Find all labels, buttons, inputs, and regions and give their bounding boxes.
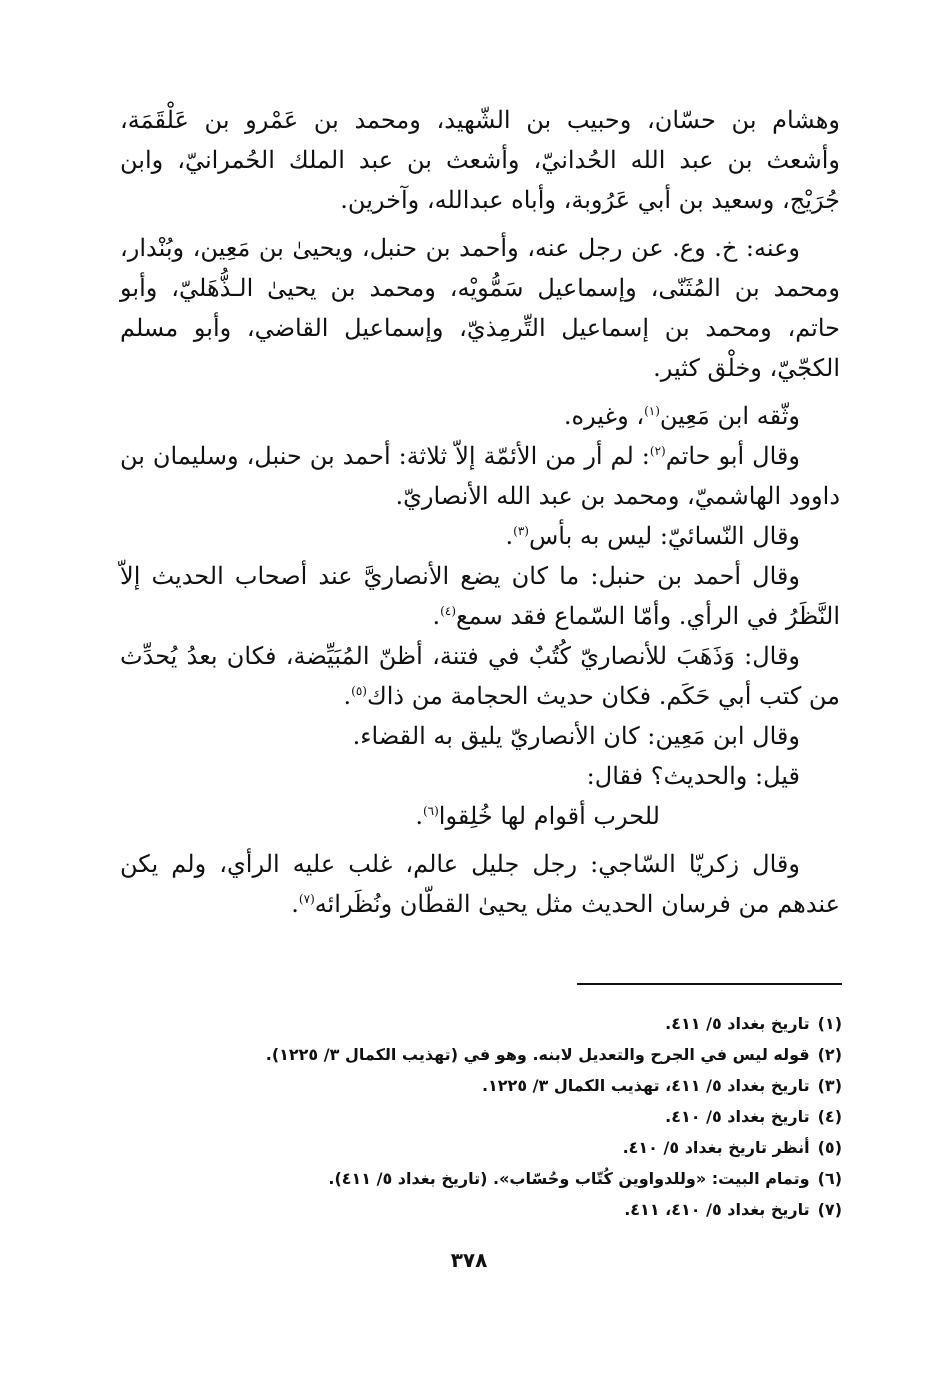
footnote-number: (٥): [817, 1138, 842, 1157]
paragraph-text: وقال النّسائيّ: ليس به بأس: [528, 522, 800, 550]
paragraph-text: : لم أر من الأئمّة إلاّ ثلاثة: أحمد بن حنبل، وسليمان بن داوود الهاشميّ، ومحمد بن عبد الله الأنصاريّ.: [120, 442, 840, 510]
footnotes: [230, 1008, 842, 1225]
paragraph-text: وثّقه ابن مَعِين: [659, 402, 800, 430]
footnote-text: تاريخ بغداد ٥/ ٤١١، تهذيب الكمال ٣/ ١٢٢٥.: [481, 1076, 810, 1095]
footnote-ref: (٥): [351, 684, 367, 698]
footnote-item: [230, 1132, 842, 1163]
paragraph-nasai: [120, 516, 840, 556]
main-text: [120, 100, 840, 924]
verse-text: للحرب أقوام لها خُلِقوا: [438, 802, 660, 830]
footnote-divider: [577, 983, 842, 985]
footnote-ref: (٦): [422, 804, 439, 818]
footnote-number: (٢): [817, 1045, 842, 1064]
footnote-item: [230, 1039, 842, 1070]
paragraph-abu-hatim: [120, 436, 840, 516]
paragraph-books: [120, 636, 840, 716]
footnote-text: تاريخ بغداد ٥/ ٤١٠.: [665, 1107, 810, 1126]
footnote-text: تاريخ بغداد ٥/ ٤١١.: [665, 1014, 810, 1033]
paragraph-text: وقال زكريّا السّاجي: رجل جليل عالم، غلب عليه الرأي، ولم يكن عندهم من فرسان الحديث مثل يحيىٰ القطّان ونُظَرائه: [120, 850, 840, 918]
footnote-number: (٦): [817, 1169, 842, 1188]
paragraph-lead: وقال أبو حاتم: [665, 442, 800, 470]
paragraph-teachers: وهشام بن حسّان، وحبيب بن الشّهيد، ومحمد بن عَمْرو بن عَلْقَمَة، وأشعث بن عبد الله الحُدانيّ، وأشعث بن عبد الملك الحُمرانيّ، وابن جُرَيْج، وسعيد بن أبي عَرُوبة، وأباه عبدالله، وآخرين.: [120, 106, 840, 214]
paragraph-qada: وقال ابن مَعِين: كان الأنصاريّ يليق به القضاء.: [352, 722, 800, 750]
paragraph-text: وقال: وَذَهَبَ للأنصاريّ كُتُبٌ في فتنة، أظنّ المُبَيِّضة، فكان بعدُ يُحدِّث من كتب أبي حَكَم. فكان حديث الحجامة من ذاك: [120, 642, 840, 710]
footnote-number: (١): [817, 1014, 842, 1033]
footnote-ref: (٢): [649, 444, 666, 458]
footnote-item: [230, 1101, 842, 1132]
footnote-text: قوله ليس في الجرح والتعديل لابنه. وهو في (تهذيب الكمال ٣/ ١٢٢٥).: [265, 1045, 810, 1064]
paragraph-tail: ، وغيره.: [563, 402, 645, 430]
paragraph-ahmad: [120, 556, 840, 636]
footnote-item: [230, 1163, 842, 1194]
footnote-item: [230, 1070, 842, 1101]
footnote-ref: (٣): [513, 524, 529, 538]
paragraph-students: وعنه: خ. وع. عن رجل عنه، وأحمد بن حنبل، ويحيىٰ بن مَعِين، وبُنْدار، ومحمد بن المُثَنّى، وإسماعيل سَمُّويْه، ومحمد بن يحيىٰ الـذُّهَليّ، وأبو حاتم، ومحمد بن إسماعيل التِّرمِذيّ، وإسماعيل القاضي، وأبو مسلم الكجّيّ، وخلْق كثير.: [120, 234, 840, 382]
verse-tail: .: [415, 802, 423, 830]
footnote-ref: (١): [644, 404, 660, 418]
paragraph-saji: [120, 844, 840, 924]
page-number: ٣٧٨: [450, 1248, 488, 1272]
paragraph-tawthiq: [120, 396, 840, 436]
paragraph-tail: .: [505, 522, 514, 550]
paragraph-tail: .: [291, 890, 299, 918]
paragraph-tail: .: [432, 602, 441, 630]
footnote-ref: (٧): [298, 892, 315, 906]
footnote-text: تاريخ بغداد ٥/ ٤١٠، ٤١١.: [624, 1200, 810, 1219]
footnote-number: (٧): [817, 1200, 842, 1219]
footnote-item: [230, 1008, 842, 1039]
verse-line: [120, 796, 840, 836]
paragraph-tail: .: [343, 682, 352, 710]
footnote-number: (٤): [817, 1107, 842, 1126]
footnote-text: وتمام البيت: «وللدواوين كُتّاب وحُسّاب». (تاريخ بغداد ٥/ ٤١١).: [328, 1169, 810, 1188]
footnote-text: أنظر تاريخ بغداد ٥/ ٤١٠.: [622, 1138, 810, 1157]
footnote-item: [230, 1194, 842, 1225]
paragraph-text: وقال أحمد بن حنبل: ما كان يضع الأنصاريَّ عند أصحاب الحديث إلاّ النَّظَرُ في الرأي. وأمّا السّماع فقد سمع: [120, 562, 840, 630]
footnote-ref: (٤): [440, 604, 456, 618]
footnote-number: (٣): [817, 1076, 842, 1095]
paragraph-hadith-question: قيل: والحديث؟ فقال:: [586, 762, 800, 790]
